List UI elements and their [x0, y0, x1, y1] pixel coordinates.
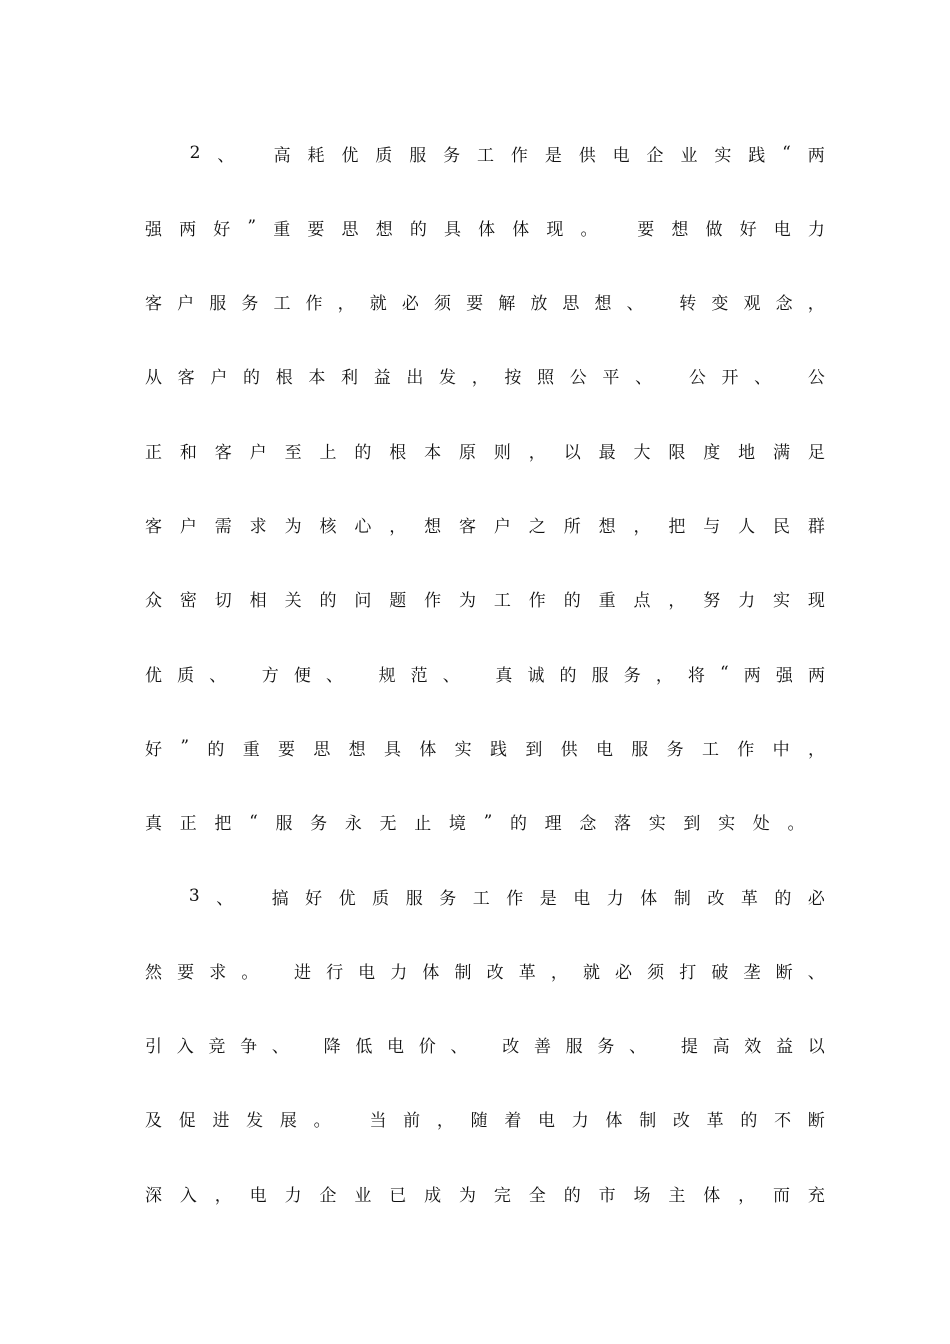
text-line: 客 户 服 务 工 作 ， 就 必 须 要 解 放 思 想 、 转 变 观 念 ，	[145, 294, 825, 315]
text-line: 引 入 竞 争 、 降 低 电 价 、 改 善 服 务 、 提 高 效 益 以	[145, 1037, 825, 1058]
text-line: 优 质 、 方 便 、 规 范 、 真 诚 的 服 务 ， 将 “ 两 强 两	[145, 663, 825, 686]
text-line: 从 客 户 的 根 本 利 益 出 发 ， 按 照 公 平 、 公 开 、 公	[145, 368, 825, 389]
text-line: 强 两 好 ” 重 要 思 想 的 具 体 体 现 。 要 想 做 好 电 力	[145, 217, 825, 240]
text-line: 好 ” 的 重 要 思 想 具 体 实 践 到 供 电 服 务 工 作 中 ，	[145, 737, 825, 760]
text-line: 众 密 切 相 关 的 问 题 作 为 工 作 的 重 点 ， 努 力 实 现	[145, 591, 825, 612]
text-line: 深 入 ， 电 力 企 业 已 成 为 完 全 的 市 场 主 体 ， 而 充	[145, 1185, 825, 1206]
text-line: 然 要 求 。 进 行 电 力 体 制 改 革 ， 就 必 须 打 破 垄 断 、	[145, 962, 825, 983]
text-line: 3 、 搞 好 优 质 服 务 工 作 是 电 力 体 制 改 革 的 必	[188, 886, 825, 909]
text-line: 正 和 客 户 至 上 的 根 本 原 则 ， 以 最 大 限 度 地 满 足	[145, 442, 825, 463]
text-line: 及 促 进 发 展 。 当 前 ， 随 着 电 力 体 制 改 革 的 不 断	[145, 1111, 825, 1132]
text-line: 客 户 需 求 为 核 心 ， 想 客 户 之 所 想 ， 把 与 人 民 群	[145, 517, 825, 537]
text-line: 2 、 高 耗 优 质 服 务 工 作 是 供 电 企 业 实 践 “ 两	[189, 143, 825, 166]
text-line: 真 正 把 “ 服 务 永 无 止 境 ” 的 理 念 落 实 到 实 处 。	[145, 811, 805, 835]
